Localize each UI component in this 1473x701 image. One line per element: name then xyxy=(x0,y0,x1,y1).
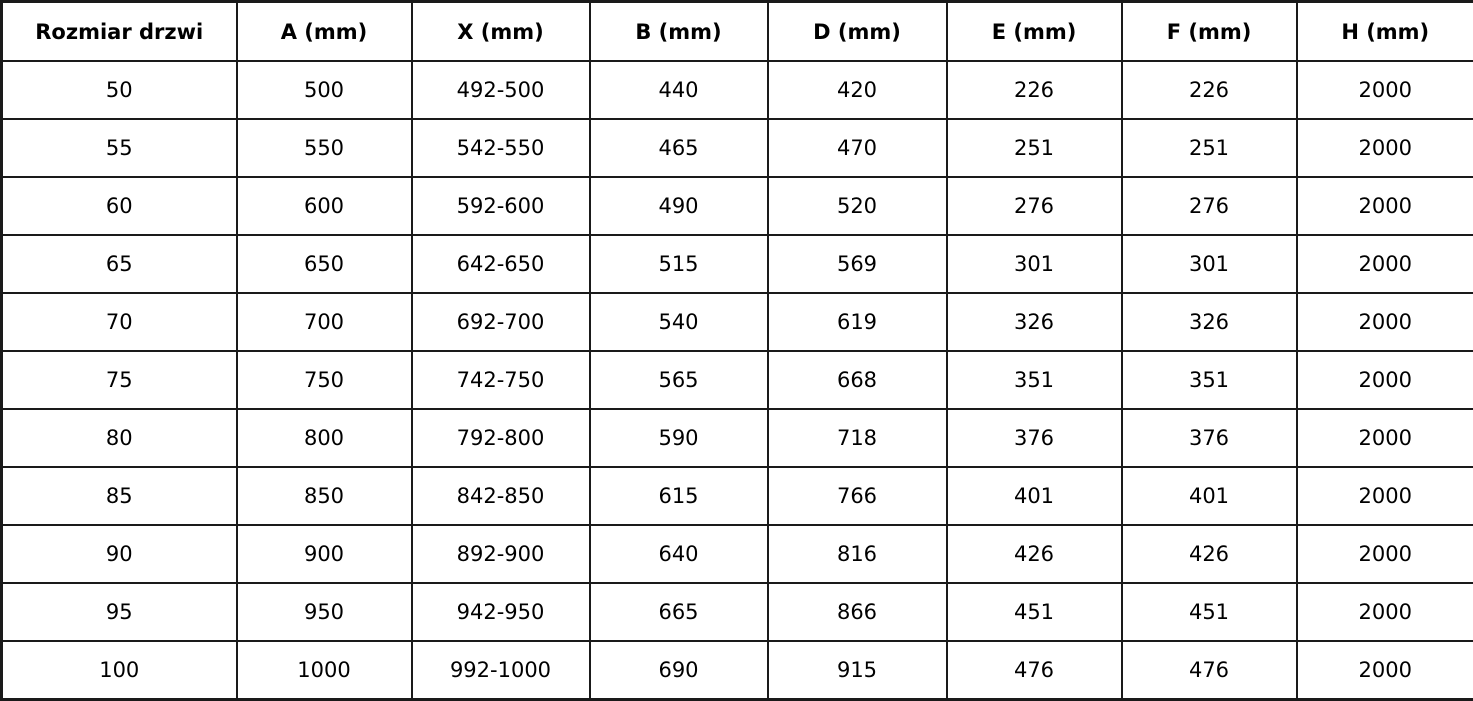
cell-f: 426 xyxy=(1122,525,1297,583)
cell-door-size: 60 xyxy=(2,177,237,235)
cell-d: 915 xyxy=(768,641,947,700)
column-header-x: X (mm) xyxy=(412,2,590,62)
cell-h: 2000 xyxy=(1297,177,1473,235)
cell-e: 326 xyxy=(947,293,1122,351)
cell-f: 276 xyxy=(1122,177,1297,235)
cell-a: 950 xyxy=(237,583,412,641)
cell-door-size: 85 xyxy=(2,467,237,525)
cell-a: 850 xyxy=(237,467,412,525)
cell-e: 451 xyxy=(947,583,1122,641)
cell-a: 650 xyxy=(237,235,412,293)
cell-b: 440 xyxy=(590,61,768,119)
cell-d: 420 xyxy=(768,61,947,119)
column-header-a: A (mm) xyxy=(237,2,412,62)
table-row xyxy=(2,235,1473,293)
cell-b: 565 xyxy=(590,351,768,409)
column-header-f: F (mm) xyxy=(1122,2,1297,62)
cell-a: 1000 xyxy=(237,641,412,700)
cell-door-size: 65 xyxy=(2,235,237,293)
cell-d: 619 xyxy=(768,293,947,351)
column-header-e: E (mm) xyxy=(947,2,1122,62)
cell-x: 792-800 xyxy=(412,409,590,467)
cell-e: 426 xyxy=(947,525,1122,583)
table-row xyxy=(2,351,1473,409)
table-row xyxy=(2,409,1473,467)
cell-d: 718 xyxy=(768,409,947,467)
cell-x: 642-650 xyxy=(412,235,590,293)
cell-a: 900 xyxy=(237,525,412,583)
table-row xyxy=(2,641,1473,700)
cell-f: 376 xyxy=(1122,409,1297,467)
cell-door-size: 100 xyxy=(2,641,237,700)
cell-h: 2000 xyxy=(1297,409,1473,467)
cell-d: 668 xyxy=(768,351,947,409)
cell-a: 500 xyxy=(237,61,412,119)
cell-f: 326 xyxy=(1122,293,1297,351)
cell-x: 892-900 xyxy=(412,525,590,583)
cell-f: 401 xyxy=(1122,467,1297,525)
table-row xyxy=(2,467,1473,525)
cell-door-size: 75 xyxy=(2,351,237,409)
cell-f: 301 xyxy=(1122,235,1297,293)
cell-b: 490 xyxy=(590,177,768,235)
cell-f: 476 xyxy=(1122,641,1297,700)
cell-h: 2000 xyxy=(1297,525,1473,583)
cell-f: 226 xyxy=(1122,61,1297,119)
cell-h: 2000 xyxy=(1297,293,1473,351)
column-header-d: D (mm) xyxy=(768,2,947,62)
cell-h: 2000 xyxy=(1297,61,1473,119)
column-header-b: B (mm) xyxy=(590,2,768,62)
table-row xyxy=(2,177,1473,235)
cell-door-size: 70 xyxy=(2,293,237,351)
cell-e: 301 xyxy=(947,235,1122,293)
cell-b: 665 xyxy=(590,583,768,641)
cell-door-size: 80 xyxy=(2,409,237,467)
cell-b: 465 xyxy=(590,119,768,177)
column-header-door-size: Rozmiar drzwi xyxy=(2,2,237,62)
cell-e: 476 xyxy=(947,641,1122,700)
cell-d: 569 xyxy=(768,235,947,293)
cell-a: 700 xyxy=(237,293,412,351)
cell-e: 376 xyxy=(947,409,1122,467)
cell-x: 592-600 xyxy=(412,177,590,235)
cell-x: 542-550 xyxy=(412,119,590,177)
cell-e: 276 xyxy=(947,177,1122,235)
cell-x: 942-950 xyxy=(412,583,590,641)
cell-x: 742-750 xyxy=(412,351,590,409)
cell-h: 2000 xyxy=(1297,351,1473,409)
cell-d: 766 xyxy=(768,467,947,525)
table-row xyxy=(2,119,1473,177)
cell-h: 2000 xyxy=(1297,235,1473,293)
cell-x: 692-700 xyxy=(412,293,590,351)
cell-a: 600 xyxy=(237,177,412,235)
cell-h: 2000 xyxy=(1297,583,1473,641)
cell-b: 515 xyxy=(590,235,768,293)
cell-a: 750 xyxy=(237,351,412,409)
table-row xyxy=(2,61,1473,119)
table-row xyxy=(2,293,1473,351)
cell-d: 470 xyxy=(768,119,947,177)
cell-d: 866 xyxy=(768,583,947,641)
cell-door-size: 50 xyxy=(2,61,237,119)
cell-b: 590 xyxy=(590,409,768,467)
cell-f: 351 xyxy=(1122,351,1297,409)
table-body xyxy=(2,61,1473,700)
cell-d: 816 xyxy=(768,525,947,583)
cell-e: 226 xyxy=(947,61,1122,119)
cell-f: 451 xyxy=(1122,583,1297,641)
cell-e: 251 xyxy=(947,119,1122,177)
table-header xyxy=(2,2,1473,62)
cell-e: 351 xyxy=(947,351,1122,409)
cell-a: 800 xyxy=(237,409,412,467)
column-header-h: H (mm) xyxy=(1297,2,1473,62)
cell-b: 640 xyxy=(590,525,768,583)
table-header-row xyxy=(2,2,1473,62)
cell-b: 615 xyxy=(590,467,768,525)
cell-x: 842-850 xyxy=(412,467,590,525)
cell-f: 251 xyxy=(1122,119,1297,177)
cell-b: 690 xyxy=(590,641,768,700)
cell-d: 520 xyxy=(768,177,947,235)
cell-door-size: 55 xyxy=(2,119,237,177)
cell-h: 2000 xyxy=(1297,641,1473,700)
cell-door-size: 90 xyxy=(2,525,237,583)
cell-x: 492-500 xyxy=(412,61,590,119)
cell-x: 992-1000 xyxy=(412,641,590,700)
cell-e: 401 xyxy=(947,467,1122,525)
cell-a: 550 xyxy=(237,119,412,177)
table-row xyxy=(2,525,1473,583)
cell-door-size: 95 xyxy=(2,583,237,641)
table-row xyxy=(2,583,1473,641)
cell-h: 2000 xyxy=(1297,467,1473,525)
cell-h: 2000 xyxy=(1297,119,1473,177)
cell-b: 540 xyxy=(590,293,768,351)
